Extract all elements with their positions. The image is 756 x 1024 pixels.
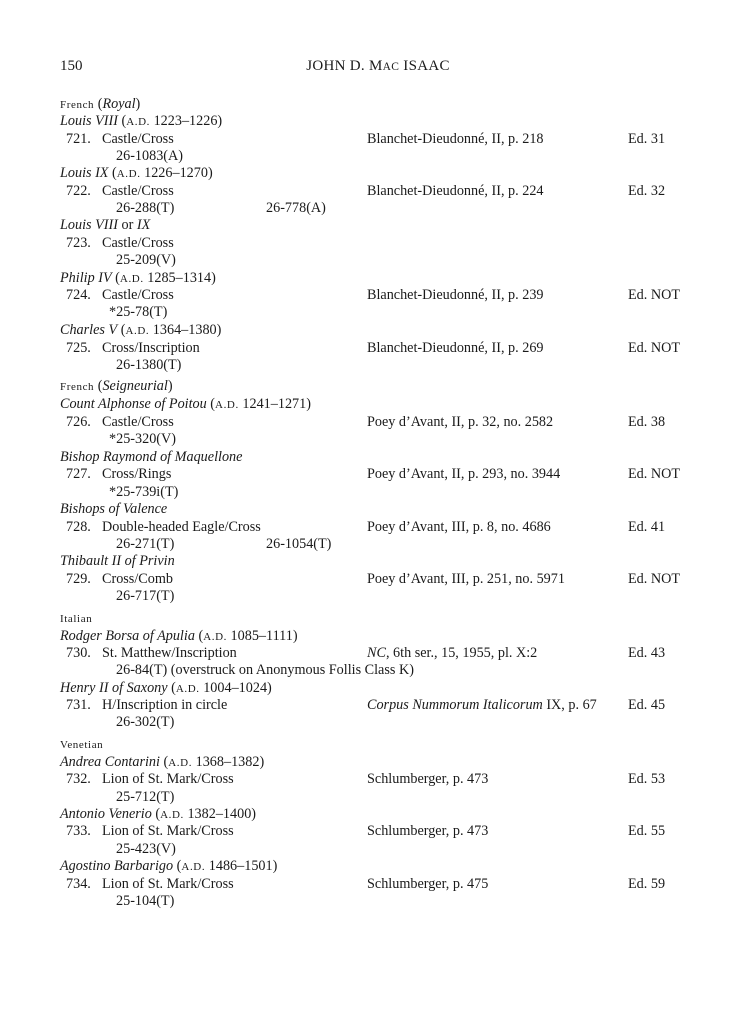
page-number: 150 (60, 58, 83, 74)
entry-reference: Poey d’Avant, III, p. 8, no. 4686 (367, 519, 551, 535)
section-head: French (60, 99, 95, 111)
section-heading-french-seigneurial: French (Seigneurial) (60, 378, 173, 394)
entry-edition: Ed. 45 (628, 697, 666, 713)
running-head (0, 58, 756, 75)
entry-accession: *25-739i(T) (109, 484, 179, 500)
section-head: Italian (60, 613, 93, 625)
ruler-line (60, 217, 150, 234)
entry-number: 733. (66, 823, 91, 839)
entry-description: Lion of St. Mark/Cross (102, 771, 234, 787)
entry-edition: Ed. 32 (628, 183, 666, 199)
entry-description: Cross/Rings (102, 466, 172, 482)
entry-accession: 26-84(T) (overstruck on Anonymous Follis Class K) (116, 662, 414, 678)
ruler-line (60, 501, 167, 518)
entry-edition: Ed. 59 (628, 876, 666, 892)
entry-edition: Ed. 55 (628, 823, 666, 839)
ruler-line: Count Alphonse of Poitou (A.D. 1241–1271) (60, 396, 311, 412)
ruler-name: Philip IV (60, 270, 112, 286)
entry-accession: 26-717(T) (116, 588, 175, 604)
era-label: A.D. (203, 631, 227, 643)
entry-reference: Schlumberger, p. 475 (367, 876, 489, 892)
ruler-dates: 1241–1271 (242, 396, 307, 412)
entry-description: Cross/Inscription (102, 340, 200, 356)
entry-number: 729. (66, 571, 91, 587)
entry-accession: *25-78(T) (109, 304, 168, 320)
ruler-dates: 1364–1380 (152, 322, 217, 338)
entry-number: 728. (66, 519, 91, 535)
ruler-line (60, 553, 175, 570)
entry-description: Castle/Cross (102, 287, 174, 303)
era-label: A.D. (116, 168, 141, 180)
entry-edition: Ed. NOT (628, 287, 681, 303)
ruler-line: Louis VIII (A.D. 1223–1226) (60, 113, 223, 129)
running-head-small-caps: AC (382, 61, 400, 73)
section-head: Venetian (60, 739, 104, 751)
ruler-dates: 1085–1111 (230, 628, 293, 644)
entry-number: 730. (66, 645, 91, 661)
entry-description: H/Inscription in circle (102, 697, 228, 713)
entry-number: 726. (66, 414, 91, 430)
ruler-name: Antonio Venerio (60, 806, 152, 822)
entry-accession: *25-320(V) (109, 431, 176, 447)
entry-number: 734. (66, 876, 91, 892)
ruler-line: Antonio Venerio (A.D. 1382–1400) (60, 806, 257, 822)
entry-number: 723. (66, 235, 91, 251)
section-subhead: Royal (102, 96, 136, 112)
entry-accession: 26-1083(A) (116, 148, 183, 164)
ruler-dates: 1486–1501 (208, 858, 273, 874)
entry-description: Cross/Comb (102, 571, 173, 587)
entry-edition: Ed. NOT (628, 571, 681, 587)
entry-number: 721. (66, 131, 91, 147)
ruler-name: Bishops of Valence (60, 501, 168, 517)
entry-accession: 25-104(T) (116, 893, 175, 909)
era-label: A.D. (175, 683, 200, 695)
ruler-name: Count Alphonse of Poitou (60, 396, 207, 412)
entry-accession: 26-288(T) (116, 200, 175, 216)
section-head: French (60, 381, 95, 393)
ruler-name: Andrea Contarini (60, 754, 160, 770)
ruler-dates: 1368–1382 (195, 754, 260, 770)
ruler-line: Andrea Contarini (A.D. 1368–1382) (60, 754, 265, 770)
ruler-line: Rodger Borsa of Apulia (A.D. 1085–1111) (60, 628, 298, 644)
reference-detail: , 6th ser., 15, 1955, pl. X:2 (385, 645, 538, 661)
era-label: A.D. (215, 399, 239, 411)
entry-accession: 25-712(T) (116, 789, 175, 805)
running-head-end: ISAAC (399, 58, 450, 74)
era-label: A.D. (126, 116, 151, 128)
ruler-name: Louis VIII (60, 113, 118, 129)
running-head-main: JOHN D. M (306, 58, 383, 74)
entry-number: 731. (66, 697, 91, 713)
section-heading-italian (60, 610, 92, 628)
era-label: A.D. (125, 325, 150, 337)
ruler-line: Philip IV (A.D. 1285–1314) (60, 270, 216, 286)
entry-description: Lion of St. Mark/Cross (102, 876, 234, 892)
ruler-line: Charles V (A.D. 1364–1380) (60, 322, 222, 338)
ruler-dates: 1223–1226 (153, 113, 218, 129)
ruler-name: Thibault II of Privin (60, 553, 175, 569)
ruler-name-2: IX (136, 217, 151, 233)
entry-number: 725. (66, 340, 91, 356)
entry-description: Castle/Cross (102, 235, 174, 251)
entry-edition: Ed. 31 (628, 131, 666, 147)
reference-journal: Corpus Nummorum Italicorum (367, 697, 543, 713)
era-label: A.D. (160, 809, 184, 821)
section-subhead: Seigneurial (102, 378, 168, 394)
entry-reference: Blanchet-Dieudonné, II, p. 224 (367, 183, 544, 199)
entry-reference: Blanchet-Dieudonné, II, p. 218 (367, 131, 544, 147)
ruler-name: Rodger Borsa of Apulia (60, 628, 195, 644)
ruler-dates: 1226–1270 (144, 165, 208, 181)
ruler-conjunction: or (121, 217, 134, 233)
ruler-line: Henry II of Saxony (A.D. 1004–1024) (60, 680, 272, 696)
entry-description: Castle/Cross (102, 131, 174, 147)
ruler-name: Charles V (60, 322, 118, 338)
ruler-line (60, 449, 242, 466)
entry-description: Castle/Cross (102, 414, 174, 430)
entry-number: 732. (66, 771, 91, 787)
entry-reference: Schlumberger, p. 473 (367, 823, 489, 839)
entry-description: Double-headed Eagle/Cross (102, 519, 261, 535)
ruler-name: Louis VIII (60, 217, 118, 233)
ruler-dates: 1285–1314 (147, 270, 212, 286)
entry-accession: 26-302(T) (116, 714, 175, 730)
entry-edition: Ed. 43 (628, 645, 666, 661)
entry-description: Lion of St. Mark/Cross (102, 823, 234, 839)
entry-number: 722. (66, 183, 91, 199)
reference-journal: NC (367, 645, 386, 661)
ruler-line: Louis IX (A.D. 1226–1270) (60, 165, 213, 181)
era-label: A.D. (168, 757, 193, 769)
entry-reference (367, 697, 597, 714)
entry-reference (367, 645, 537, 662)
section-heading-french-royal: French (Royal) (60, 96, 141, 112)
ruler-line: Agostino Barbarigo (A.D. 1486–1501) (60, 858, 278, 874)
entry-accession-2: 26-1054(T) (266, 536, 332, 552)
entry-reference: Blanchet-Dieudonné, II, p. 269 (367, 340, 544, 356)
entry-accession: 26-271(T) (116, 536, 175, 552)
entry-accession-2: 26-778(A) (266, 200, 326, 216)
reference-detail: IX, p. 67 (542, 697, 597, 713)
entry-number: 724. (66, 287, 91, 303)
entry-reference: Schlumberger, p. 473 (367, 771, 489, 787)
entry-reference: Poey d’Avant, III, p. 251, no. 5971 (367, 571, 565, 587)
entry-reference: Blanchet-Dieudonné, II, p. 239 (367, 287, 544, 303)
era-label: A.D. (119, 273, 144, 285)
entry-accession: 25-209(V) (116, 252, 176, 268)
entry-reference: Poey d’Avant, II, p. 293, no. 3944 (367, 466, 561, 482)
section-heading-venetian (60, 736, 103, 754)
entry-edition: Ed. 53 (628, 771, 666, 787)
ruler-dates: 1004–1024 (203, 680, 268, 696)
era-label: A.D. (181, 861, 206, 873)
entry-description: Castle/Cross (102, 183, 174, 199)
ruler-name: Bishop Raymond of Maquellone (60, 449, 243, 465)
ruler-name: Louis IX (60, 165, 109, 181)
entry-edition: Ed. NOT (628, 466, 681, 482)
entry-reference: Poey d’Avant, II, p. 32, no. 2582 (367, 414, 554, 430)
entry-edition: Ed. NOT (628, 340, 681, 356)
entry-description: St. Matthew/Inscription (102, 645, 237, 661)
ruler-name: Henry II of Saxony (60, 680, 168, 696)
entry-edition: Ed. 38 (628, 414, 666, 430)
ruler-name: Agostino Barbarigo (60, 858, 174, 874)
entry-accession: 26-1380(T) (116, 357, 182, 373)
ruler-dates: 1382–1400 (187, 806, 252, 822)
entry-number: 727. (66, 466, 91, 482)
entry-edition: Ed. 41 (628, 519, 666, 535)
entry-accession: 25-423(V) (116, 841, 176, 857)
